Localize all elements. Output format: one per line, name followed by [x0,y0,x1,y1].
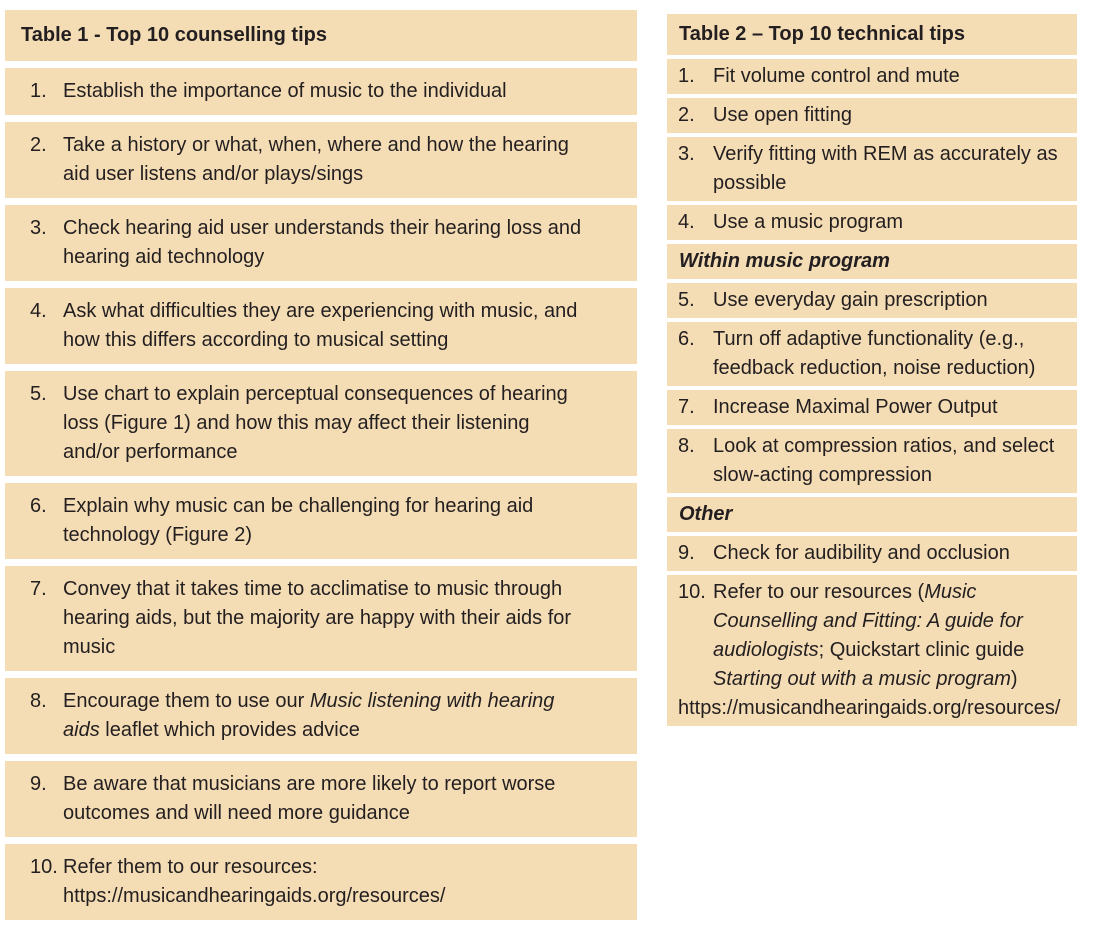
tip-number: 6. [30,495,47,517]
tip-text: Refer to our resources (Music Counselling and Fitting: A guide for audiologists; Quickstart clinic guide Starting out with a music program) [713,581,1025,690]
counselling-tips-table [5,10,637,927]
tip-row [667,322,1077,386]
tip-text: Use everyday gain prescription [713,289,988,311]
tip-text: Use chart to explain perceptual consequences of hearing loss (Figure 1) and how this may affect their listening and/or performance [63,383,568,463]
resources-link[interactable]: https://musicandhearingaids.org/resources/ [63,885,446,907]
tip-number: 4. [30,300,47,322]
tip-row [667,390,1077,425]
italic-resource-title: Music listening with hearing aids [63,690,555,741]
table1-rows [5,68,637,920]
tip-number: 1. [30,80,47,102]
tip-number: 10. [30,856,58,878]
tip-row [667,205,1077,240]
tip-text: Establish the importance of music to the individual [63,80,507,102]
tip-row [5,483,637,559]
tip-row [667,575,1077,726]
tip-number: 2. [30,134,47,156]
tip-number: 4. [678,211,695,233]
tip-row [5,761,637,837]
tip-number: 3. [30,217,47,239]
table1-title: Table 1 - Top 10 counselling tips [5,10,637,61]
tip-text: Refer them to our resources: https://musicandhearingaids.org/resources/ [63,856,446,907]
tip-row [5,566,637,671]
tip-row [667,283,1077,318]
tip-row [667,429,1077,493]
tip-number: 8. [30,690,47,712]
tip-row [667,137,1077,201]
tip-text: Take a history or what, when, where and how the hearing aid user listens and/or plays/sings [63,134,569,185]
tip-number: 9. [678,542,695,564]
tip-text: Ask what difficulties they are experiencing with music, and how this differs according to musical setting [63,300,578,351]
tip-text: Check for audibility and occlusion [713,542,1010,564]
tip-row [667,98,1077,133]
section-subheader: Within music program [667,244,1077,279]
tip-text: Verify fitting with REM as accurately as possible [713,143,1058,194]
tip-number: 5. [678,289,695,311]
tip-number: 2. [678,104,695,126]
tip-text: Check hearing aid user understands their hearing loss and hearing aid technology [63,217,582,268]
tip-text: Use open fitting [713,104,852,126]
tip-row [5,205,637,281]
italic-resource-title: Starting out with a music program [713,668,1011,690]
tip-text: Explain why music can be challenging for hearing aid technology (Figure 2) [63,495,534,546]
tip-text: Encourage them to use our Music listening with hearing aids leaflet which provides advice [63,690,555,741]
tip-number: 9. [30,773,47,795]
resources-link[interactable]: https://musicandhearingaids.org/resources/ [678,697,1061,719]
tip-row [5,288,637,364]
tip-text: Use a music program [713,211,904,233]
tip-text: Convey that it takes time to acclimatise to music through hearing aids, but the majority are happy with their aids for music [63,578,572,658]
tip-row [5,678,637,754]
tip-row [5,122,637,198]
tip-number: 7. [30,578,47,600]
tip-number: 6. [678,328,695,350]
tip-number: 5. [30,383,47,405]
tip-text: Be aware that musicians are more likely to report worse outcomes and will need more guidance [63,773,556,824]
resources-url-line [678,694,1065,723]
tip-text: Increase Maximal Power Output [713,396,998,418]
section-subheader: Other [667,497,1077,532]
technical-tips-table [667,14,1077,730]
tip-number: 1. [678,65,695,87]
tip-row [667,59,1077,94]
table2-title: Table 2 – Top 10 technical tips [667,14,1077,55]
tip-row [5,68,637,115]
tip-text: Look at compression ratios, and select slow-acting compression [713,435,1055,486]
table2-rows [667,59,1077,726]
tip-number: 10. [678,581,706,603]
tip-text: Turn off adaptive functionality (e.g., feedback reduction, noise reduction) [713,328,1036,379]
italic-resource-title: Music Counselling and Fitting: A guide for audiologists [713,581,1023,661]
tip-row [667,536,1077,571]
tip-row [5,844,637,920]
tip-text: Fit volume control and mute [713,65,960,87]
tip-number: 3. [678,143,695,165]
tip-row [5,371,637,476]
tip-number: 7. [678,396,695,418]
tip-number: 8. [678,435,695,457]
